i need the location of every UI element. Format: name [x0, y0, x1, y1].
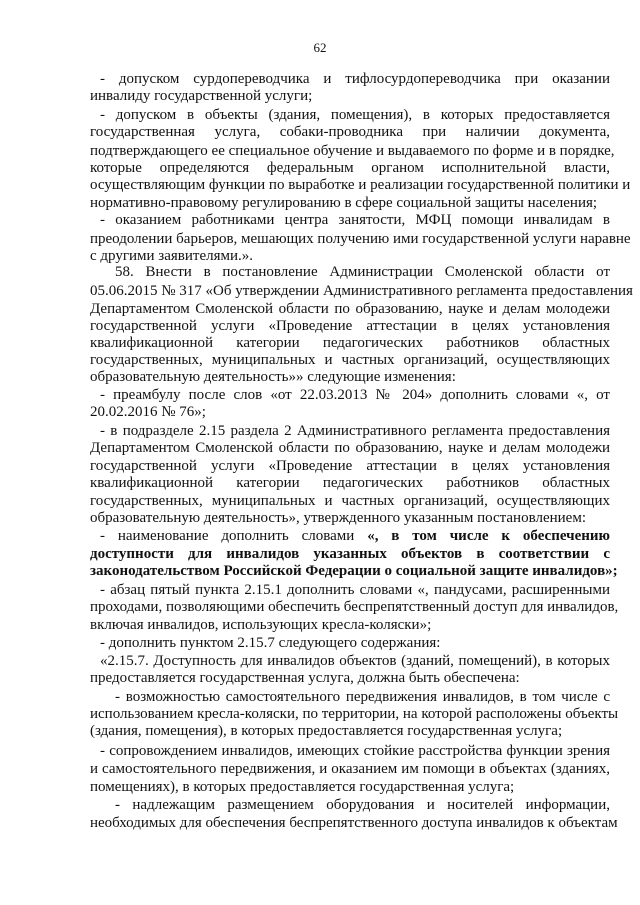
text-line: государственных, муниципальных и частных организаций, осуществляющих	[90, 493, 610, 509]
text-line: Департаментом Смоленской области по образованию, науке и делам молодежи	[90, 440, 610, 456]
text-line: - допуском в объекты (здания, помещения), в которых предоставляется	[100, 107, 610, 123]
text-line: - дополнить пунктом 2.15.7 следующего содержания:	[100, 635, 441, 651]
text-line: образовательную деятельность», утвержденного указанным постановлением:	[90, 510, 586, 526]
text-line: нормативно-правовому регулированию в сфере социальной защиты населения;	[90, 195, 598, 211]
text-line: предоставляется государственная услуга, должна быть обеспечена:	[90, 670, 520, 686]
text-line	[100, 528, 610, 544]
text-line: преодолении барьеров, мешающих получению ими государственной услуги наравне	[90, 231, 631, 247]
text-line: квалификационной категории педагогических работников областных	[90, 335, 610, 351]
text-line: - в подразделе 2.15 раздела 2 Административного регламента предоставления	[100, 423, 610, 439]
text-line: - преамбулу после слов «от 22.03.2013 № 204» дополнить словами «, от	[100, 387, 610, 403]
text-line: осуществляющим функции по выработке и реализации государственной политики и	[90, 177, 631, 193]
text-line: законодательством Российской Федерации о социальной защите инвалидов»;	[90, 563, 618, 579]
text-line: помещениях), в которых предоставляется государственная услуга;	[90, 779, 515, 795]
text-line: государственной услуги «Проведение аттестации в целях установления	[90, 318, 610, 334]
text-line: - допуском сурдопереводчика и тифлосурдопереводчика при оказании	[100, 71, 610, 87]
text-line: доступности для инвалидов указанных объектов в соответствии с	[90, 546, 610, 562]
text-line: 58. Внести в постановление Администрации Смоленской области от	[115, 264, 610, 280]
text-line: включая инвалидов, использующих кресла-коляски»;	[90, 617, 432, 633]
text-line: Департаментом Смоленской области по образованию, науке и делам молодежи	[90, 301, 610, 317]
page-number: 62	[313, 40, 327, 55]
text-line: проходами, позволяющими обеспечить беспрепятственный доступ для инвалидов,	[90, 599, 619, 615]
text-line: которые определяются федеральным органом исполнительной власти,	[90, 160, 610, 176]
text-line: образовательную деятельность»» следующие изменения:	[90, 369, 456, 385]
plain-fragment: - наименование дополнить словами	[100, 528, 368, 544]
text-line: инвалиду государственной услуги;	[90, 88, 313, 104]
text-line: необходимых для обеспечения беспрепятственного доступа инвалидов к объектам	[90, 815, 618, 831]
text-line: использованием кресла-коляски, по территории, на которой расположены объекты	[90, 706, 619, 722]
text-line: (здания, помещения), в которых предоставляется государственная услуга;	[90, 723, 563, 739]
text-line: - оказанием работниками центра занятости, МФЦ помощи инвалидам в	[100, 212, 610, 228]
text-line: - надлежащим размещением оборудования и носителей информации,	[115, 797, 610, 813]
text-line: подтверждающего ее специальное обучение и выдаваемого по форме и в порядке,	[90, 143, 615, 159]
text-line: - абзац пятый пункта 2.15.1 дополнить словами «, пандусами, расширенными	[100, 582, 610, 598]
text-line: и самостоятельного передвижения, и оказанием им помощи в объектах (зданиях,	[90, 761, 610, 777]
text-line: 20.02.2016 № 76»;	[90, 404, 206, 420]
text-line: государственная услуга, собаки-проводника при наличии документа,	[90, 124, 610, 140]
text-line: - возможностью самостоятельного передвижения инвалидов, в том числе с	[115, 689, 610, 705]
text-line: 05.06.2015 № 317 «Об утверждении Административного регламента предоставления	[90, 283, 633, 299]
text-line: государственной услуги «Проведение аттестации в целях установления	[90, 458, 610, 474]
text-line: «2.15.7. Доступность для инвалидов объектов (зданий, помещений), в которых	[100, 653, 610, 669]
text-line: с другими заявителями.».	[90, 248, 254, 264]
text-line: государственных, муниципальных и частных организаций, осуществляющих	[90, 352, 610, 368]
text-line: квалификационной категории педагогических работников областных	[90, 475, 610, 491]
text-line: - сопровождением инвалидов, имеющих стойкие расстройства функции зрения	[100, 743, 610, 759]
bold-fragment: «, в том числе к обеспечению	[367, 528, 610, 544]
